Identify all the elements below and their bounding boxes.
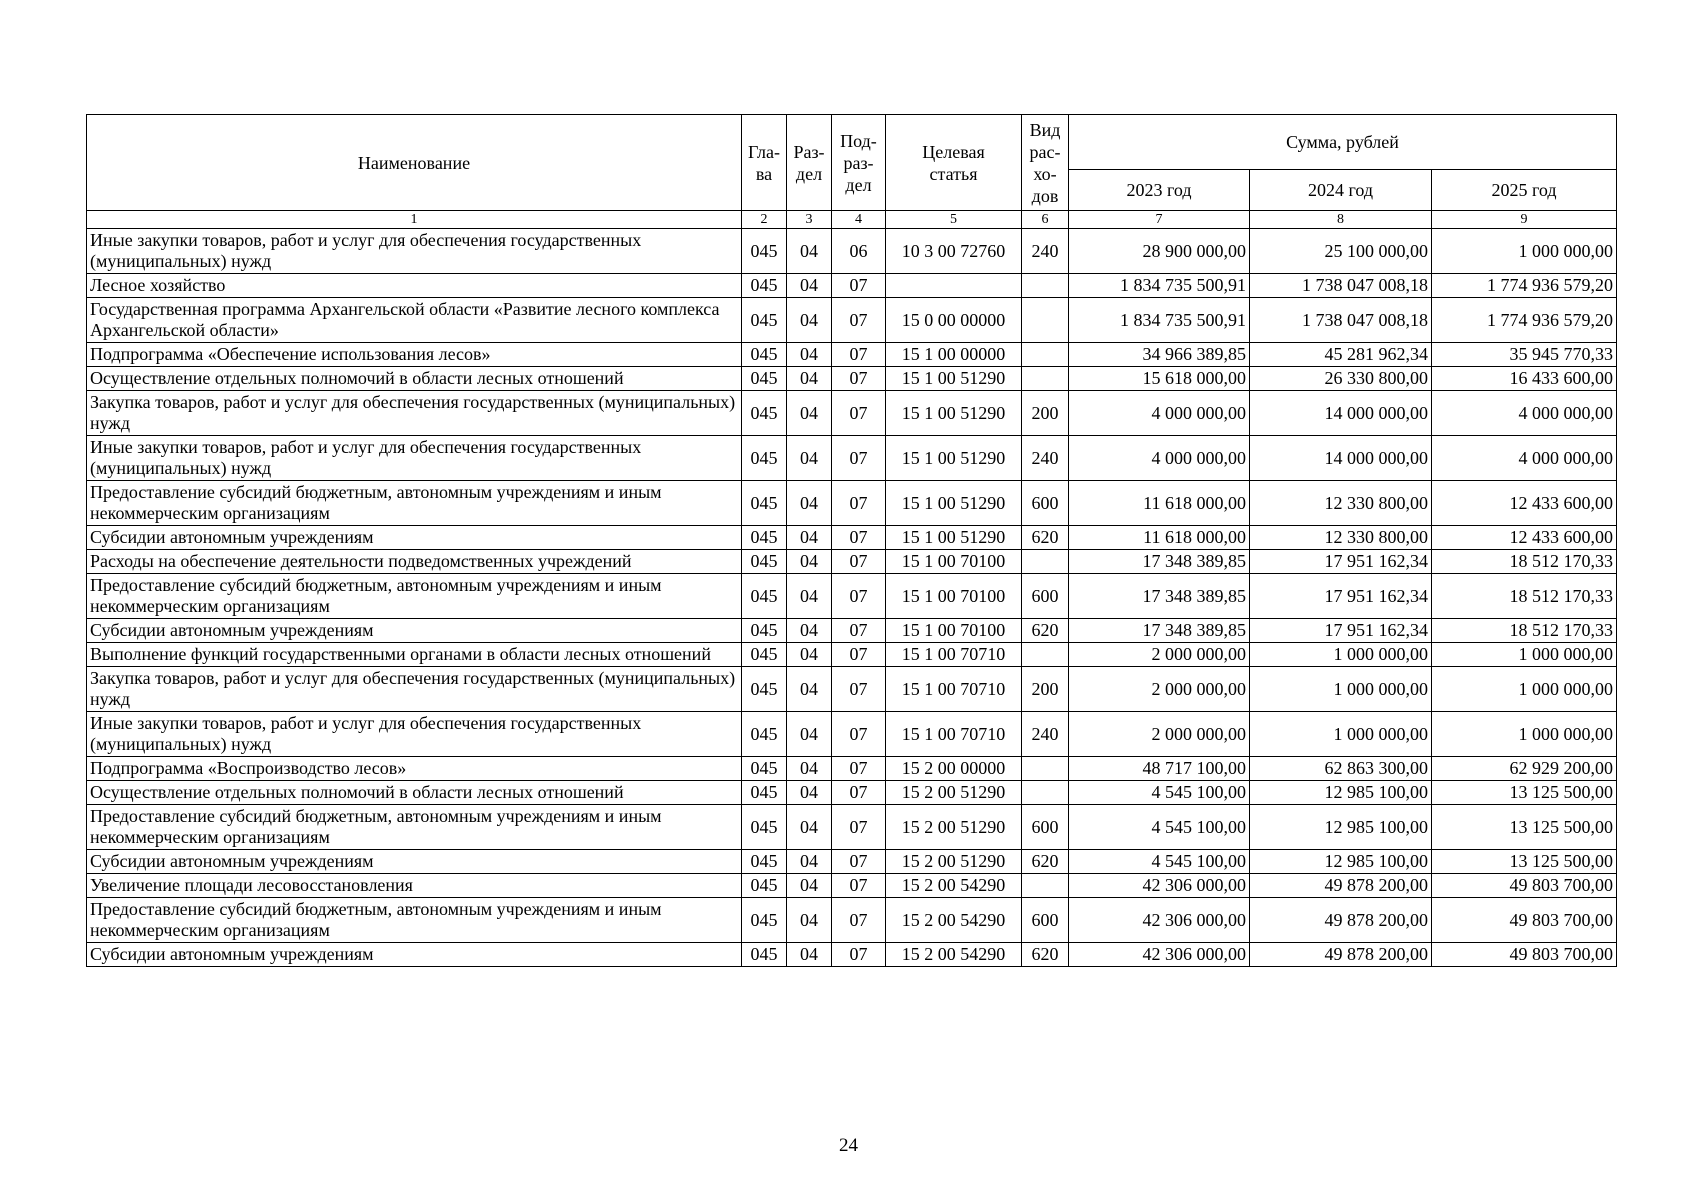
cell-sum-2025: 1 000 000,00: [1432, 643, 1617, 667]
cell-name: Выполнение функций государственными органами в области лесных отношений: [87, 643, 742, 667]
cell-name: Подпрограмма «Воспроизводство лесов»: [87, 757, 742, 781]
header-year-2025: 2025 год: [1432, 170, 1617, 211]
table-row: [87, 874, 1617, 898]
cell-sum-2024: 1 738 047 008,18: [1250, 298, 1432, 343]
cell-sum-2024: 12 985 100,00: [1250, 781, 1432, 805]
cell-sum-2023: 1 834 735 500,91: [1069, 298, 1250, 343]
header-vid: Вид рас- хо- дов: [1022, 115, 1069, 211]
cell-sum-2023: 34 966 389,85: [1069, 343, 1250, 367]
cell-podrazdel: 07: [832, 943, 886, 967]
cell-sum-2024: 25 100 000,00: [1250, 229, 1432, 274]
cell-sum-2025: 18 512 170,33: [1432, 574, 1617, 619]
cell-glava: 045: [742, 298, 787, 343]
cell-podrazdel: 07: [832, 436, 886, 481]
cell-vid: [1022, 781, 1069, 805]
cell-sum-2025: 12 433 600,00: [1432, 526, 1617, 550]
cell-vid: [1022, 874, 1069, 898]
table-row: [87, 898, 1617, 943]
col-number: 9: [1432, 211, 1617, 229]
cell-sum-2023: 11 618 000,00: [1069, 526, 1250, 550]
cell-vid: 620: [1022, 850, 1069, 874]
table-row: [87, 481, 1617, 526]
cell-sum-2023: 2 000 000,00: [1069, 643, 1250, 667]
cell-vid: 200: [1022, 391, 1069, 436]
table-row: [87, 781, 1617, 805]
cell-glava: 045: [742, 574, 787, 619]
cell-podrazdel: 06: [832, 229, 886, 274]
cell-podrazdel: 07: [832, 619, 886, 643]
cell-sum-2024: 1 000 000,00: [1250, 667, 1432, 712]
cell-name: Подпрограмма «Обеспечение использования лесов»: [87, 343, 742, 367]
cell-razdel: 04: [787, 667, 832, 712]
table-row: [87, 274, 1617, 298]
cell-sum-2025: 1 000 000,00: [1432, 667, 1617, 712]
table-row: [87, 619, 1617, 643]
cell-sum-2023: 17 348 389,85: [1069, 550, 1250, 574]
cell-glava: 045: [742, 850, 787, 874]
cell-razdel: 04: [787, 712, 832, 757]
header-glava: Гла- ва: [742, 115, 787, 211]
col-number: 5: [886, 211, 1022, 229]
cell-vid: 240: [1022, 229, 1069, 274]
cell-sum-2024: 49 878 200,00: [1250, 874, 1432, 898]
cell-sum-2025: 18 512 170,33: [1432, 619, 1617, 643]
table-row: [87, 643, 1617, 667]
page-number: 24: [839, 1135, 858, 1156]
cell-podrazdel: 07: [832, 781, 886, 805]
cell-sum-2024: 49 878 200,00: [1250, 943, 1432, 967]
header-name: Наименование: [87, 115, 742, 211]
cell-vid: 620: [1022, 619, 1069, 643]
cell-razdel: 04: [787, 898, 832, 943]
table-body: [87, 229, 1617, 967]
cell-sum-2024: 14 000 000,00: [1250, 391, 1432, 436]
cell-target: 15 1 00 00000: [886, 343, 1022, 367]
cell-vid: [1022, 274, 1069, 298]
col-number: 8: [1250, 211, 1432, 229]
cell-glava: 045: [742, 943, 787, 967]
cell-razdel: 04: [787, 805, 832, 850]
cell-sum-2023: 1 834 735 500,91: [1069, 274, 1250, 298]
cell-name: Предоставление субсидий бюджетным, автономным учреждениям и иным некоммерческим организациям: [87, 805, 742, 850]
cell-target: 15 1 00 51290: [886, 481, 1022, 526]
cell-name: Закупка товаров, работ и услуг для обеспечения государственных (муниципальных) нужд: [87, 391, 742, 436]
cell-vid: 600: [1022, 574, 1069, 619]
cell-name: Предоставление субсидий бюджетным, автономным учреждениям и иным некоммерческим организациям: [87, 898, 742, 943]
cell-sum-2024: 26 330 800,00: [1250, 367, 1432, 391]
table-row: [87, 436, 1617, 481]
cell-podrazdel: 07: [832, 343, 886, 367]
cell-vid: [1022, 757, 1069, 781]
cell-vid: 600: [1022, 898, 1069, 943]
cell-glava: 045: [742, 526, 787, 550]
cell-razdel: 04: [787, 481, 832, 526]
cell-name: Иные закупки товаров, работ и услуг для обеспечения государственных (муниципальных) нужд: [87, 436, 742, 481]
cell-sum-2025: 62 929 200,00: [1432, 757, 1617, 781]
cell-sum-2025: 12 433 600,00: [1432, 481, 1617, 526]
cell-vid: 620: [1022, 943, 1069, 967]
cell-glava: 045: [742, 274, 787, 298]
cell-glava: 045: [742, 391, 787, 436]
cell-podrazdel: 07: [832, 757, 886, 781]
cell-razdel: 04: [787, 436, 832, 481]
cell-razdel: 04: [787, 643, 832, 667]
cell-sum-2024: 17 951 162,34: [1250, 574, 1432, 619]
cell-target: 15 1 00 51290: [886, 367, 1022, 391]
cell-glava: 045: [742, 667, 787, 712]
table-row: [87, 943, 1617, 967]
cell-glava: 045: [742, 874, 787, 898]
cell-podrazdel: 07: [832, 274, 886, 298]
cell-vid: [1022, 298, 1069, 343]
cell-target: 10 3 00 72760: [886, 229, 1022, 274]
header-razdel: Раз- дел: [787, 115, 832, 211]
cell-sum-2023: 2 000 000,00: [1069, 667, 1250, 712]
cell-sum-2023: 42 306 000,00: [1069, 898, 1250, 943]
cell-target: 15 1 00 70710: [886, 712, 1022, 757]
cell-podrazdel: 07: [832, 898, 886, 943]
cell-vid: [1022, 343, 1069, 367]
cell-podrazdel: 07: [832, 481, 886, 526]
cell-sum-2025: 49 803 700,00: [1432, 898, 1617, 943]
table-row: [87, 229, 1617, 274]
cell-razdel: 04: [787, 757, 832, 781]
cell-glava: 045: [742, 619, 787, 643]
table-row: [87, 712, 1617, 757]
cell-sum-2025: 49 803 700,00: [1432, 943, 1617, 967]
cell-sum-2024: 17 951 162,34: [1250, 550, 1432, 574]
cell-target: 15 1 00 70710: [886, 643, 1022, 667]
cell-razdel: 04: [787, 874, 832, 898]
cell-podrazdel: 07: [832, 574, 886, 619]
budget-table: [86, 114, 1617, 967]
cell-sum-2025: 4 000 000,00: [1432, 436, 1617, 481]
cell-target: 15 1 00 51290: [886, 436, 1022, 481]
cell-sum-2024: 17 951 162,34: [1250, 619, 1432, 643]
cell-sum-2024: 12 330 800,00: [1250, 481, 1432, 526]
cell-name: Осуществление отдельных полномочий в области лесных отношений: [87, 367, 742, 391]
cell-sum-2024: 1 738 047 008,18: [1250, 274, 1432, 298]
cell-sum-2023: 17 348 389,85: [1069, 619, 1250, 643]
cell-sum-2023: 42 306 000,00: [1069, 874, 1250, 898]
cell-sum-2023: 42 306 000,00: [1069, 943, 1250, 967]
cell-vid: [1022, 550, 1069, 574]
cell-target: 15 2 00 51290: [886, 850, 1022, 874]
cell-sum-2023: 48 717 100,00: [1069, 757, 1250, 781]
cell-sum-2024: 12 985 100,00: [1250, 850, 1432, 874]
cell-sum-2024: 1 000 000,00: [1250, 643, 1432, 667]
cell-podrazdel: 07: [832, 874, 886, 898]
cell-name: Иные закупки товаров, работ и услуг для обеспечения государственных (муниципальных) нужд: [87, 712, 742, 757]
cell-razdel: 04: [787, 850, 832, 874]
column-numbers-row: [87, 211, 1617, 229]
cell-name: Государственная программа Архангельской области «Развитие лесного комплекса Архангельской области»: [87, 298, 742, 343]
col-number: 7: [1069, 211, 1250, 229]
header-year-2023: 2023 год: [1069, 170, 1250, 211]
cell-glava: 045: [742, 805, 787, 850]
col-number: 3: [787, 211, 832, 229]
col-number: 6: [1022, 211, 1069, 229]
table-row: [87, 367, 1617, 391]
cell-name: Иные закупки товаров, работ и услуг для обеспечения государственных (муниципальных) нужд: [87, 229, 742, 274]
cell-name: Закупка товаров, работ и услуг для обеспечения государственных (муниципальных) нужд: [87, 667, 742, 712]
cell-sum-2025: 1 000 000,00: [1432, 712, 1617, 757]
cell-glava: 045: [742, 229, 787, 274]
cell-podrazdel: 07: [832, 667, 886, 712]
cell-sum-2023: 4 545 100,00: [1069, 850, 1250, 874]
cell-razdel: 04: [787, 619, 832, 643]
cell-vid: 600: [1022, 805, 1069, 850]
cell-glava: 045: [742, 898, 787, 943]
cell-target: 15 1 00 70100: [886, 550, 1022, 574]
cell-target: 15 1 00 70100: [886, 574, 1022, 619]
cell-razdel: 04: [787, 943, 832, 967]
cell-sum-2024: 14 000 000,00: [1250, 436, 1432, 481]
cell-sum-2025: 13 125 500,00: [1432, 805, 1617, 850]
cell-name: Предоставление субсидий бюджетным, автономным учреждениям и иным некоммерческим организациям: [87, 481, 742, 526]
cell-target: 15 2 00 51290: [886, 781, 1022, 805]
cell-sum-2025: 1 774 936 579,20: [1432, 274, 1617, 298]
table-row: [87, 343, 1617, 367]
col-number: 1: [87, 211, 742, 229]
col-number: 2: [742, 211, 787, 229]
cell-target: 15 0 00 00000: [886, 298, 1022, 343]
cell-sum-2024: 45 281 962,34: [1250, 343, 1432, 367]
cell-vid: [1022, 367, 1069, 391]
cell-target: 15 1 00 51290: [886, 526, 1022, 550]
cell-target: 15 2 00 54290: [886, 874, 1022, 898]
cell-vid: 200: [1022, 667, 1069, 712]
col-number: 4: [832, 211, 886, 229]
cell-razdel: 04: [787, 343, 832, 367]
cell-vid: 600: [1022, 481, 1069, 526]
cell-name: Субсидии автономным учреждениям: [87, 943, 742, 967]
cell-glava: 045: [742, 343, 787, 367]
table-row: [87, 757, 1617, 781]
table-row: [87, 298, 1617, 343]
cell-name: Расходы на обеспечение деятельности подведомственных учреждений: [87, 550, 742, 574]
cell-podrazdel: 07: [832, 298, 886, 343]
cell-sum-2023: 4 000 000,00: [1069, 436, 1250, 481]
cell-sum-2025: 16 433 600,00: [1432, 367, 1617, 391]
cell-sum-2024: 12 330 800,00: [1250, 526, 1432, 550]
cell-sum-2024: 1 000 000,00: [1250, 712, 1432, 757]
cell-razdel: 04: [787, 274, 832, 298]
table-row: [87, 526, 1617, 550]
cell-podrazdel: 07: [832, 850, 886, 874]
table-row: [87, 850, 1617, 874]
cell-razdel: 04: [787, 367, 832, 391]
cell-sum-2023: 28 900 000,00: [1069, 229, 1250, 274]
table-header: [87, 115, 1617, 229]
cell-name: Предоставление субсидий бюджетным, автономным учреждениям и иным некоммерческим организациям: [87, 574, 742, 619]
cell-glava: 045: [742, 436, 787, 481]
cell-name: Лесное хозяйство: [87, 274, 742, 298]
cell-glava: 045: [742, 781, 787, 805]
cell-sum-2025: 18 512 170,33: [1432, 550, 1617, 574]
cell-sum-2023: 15 618 000,00: [1069, 367, 1250, 391]
cell-name: Субсидии автономным учреждениям: [87, 850, 742, 874]
cell-podrazdel: 07: [832, 391, 886, 436]
cell-razdel: 04: [787, 574, 832, 619]
cell-sum-2025: 4 000 000,00: [1432, 391, 1617, 436]
cell-glava: 045: [742, 481, 787, 526]
cell-target: 15 2 00 54290: [886, 943, 1022, 967]
cell-glava: 045: [742, 643, 787, 667]
table-row: [87, 550, 1617, 574]
header-podrazdel: Под- раз- дел: [832, 115, 886, 211]
cell-podrazdel: 07: [832, 805, 886, 850]
cell-sum-2023: 17 348 389,85: [1069, 574, 1250, 619]
cell-podrazdel: 07: [832, 526, 886, 550]
table-row: [87, 805, 1617, 850]
table-row: [87, 391, 1617, 436]
cell-target: 15 2 00 54290: [886, 898, 1022, 943]
cell-sum-2023: 2 000 000,00: [1069, 712, 1250, 757]
cell-glava: 045: [742, 550, 787, 574]
cell-razdel: 04: [787, 526, 832, 550]
cell-name: Увеличение площади лесовосстановления: [87, 874, 742, 898]
cell-sum-2025: 1 774 936 579,20: [1432, 298, 1617, 343]
cell-sum-2023: 4 000 000,00: [1069, 391, 1250, 436]
cell-sum-2023: 11 618 000,00: [1069, 481, 1250, 526]
cell-podrazdel: 07: [832, 550, 886, 574]
cell-vid: 240: [1022, 712, 1069, 757]
cell-podrazdel: 07: [832, 643, 886, 667]
cell-sum-2023: 4 545 100,00: [1069, 781, 1250, 805]
cell-sum-2025: 35 945 770,33: [1432, 343, 1617, 367]
cell-sum-2025: 13 125 500,00: [1432, 781, 1617, 805]
header-sum: Сумма, рублей: [1069, 115, 1617, 170]
cell-target: 15 1 00 70100: [886, 619, 1022, 643]
table-row: [87, 667, 1617, 712]
cell-razdel: 04: [787, 781, 832, 805]
cell-glava: 045: [742, 367, 787, 391]
cell-target: 15 2 00 51290: [886, 805, 1022, 850]
cell-target: 15 1 00 51290: [886, 391, 1022, 436]
cell-sum-2025: 13 125 500,00: [1432, 850, 1617, 874]
cell-target: [886, 274, 1022, 298]
cell-razdel: 04: [787, 391, 832, 436]
table-row: [87, 574, 1617, 619]
cell-podrazdel: 07: [832, 712, 886, 757]
cell-sum-2023: 4 545 100,00: [1069, 805, 1250, 850]
cell-sum-2024: 49 878 200,00: [1250, 898, 1432, 943]
cell-target: 15 1 00 70710: [886, 667, 1022, 712]
cell-razdel: 04: [787, 298, 832, 343]
cell-glava: 045: [742, 712, 787, 757]
header-year-2024: 2024 год: [1250, 170, 1432, 211]
cell-razdel: 04: [787, 229, 832, 274]
cell-podrazdel: 07: [832, 367, 886, 391]
cell-name: Осуществление отдельных полномочий в области лесных отношений: [87, 781, 742, 805]
cell-razdel: 04: [787, 550, 832, 574]
cell-vid: 620: [1022, 526, 1069, 550]
cell-sum-2025: 49 803 700,00: [1432, 874, 1617, 898]
cell-vid: [1022, 643, 1069, 667]
cell-sum-2025: 1 000 000,00: [1432, 229, 1617, 274]
cell-target: 15 2 00 00000: [886, 757, 1022, 781]
cell-glava: 045: [742, 757, 787, 781]
cell-sum-2024: 62 863 300,00: [1250, 757, 1432, 781]
cell-name: Субсидии автономным учреждениям: [87, 619, 742, 643]
cell-vid: 240: [1022, 436, 1069, 481]
cell-name: Субсидии автономным учреждениям: [87, 526, 742, 550]
cell-sum-2024: 12 985 100,00: [1250, 805, 1432, 850]
header-target: Целевая статья: [886, 115, 1022, 211]
